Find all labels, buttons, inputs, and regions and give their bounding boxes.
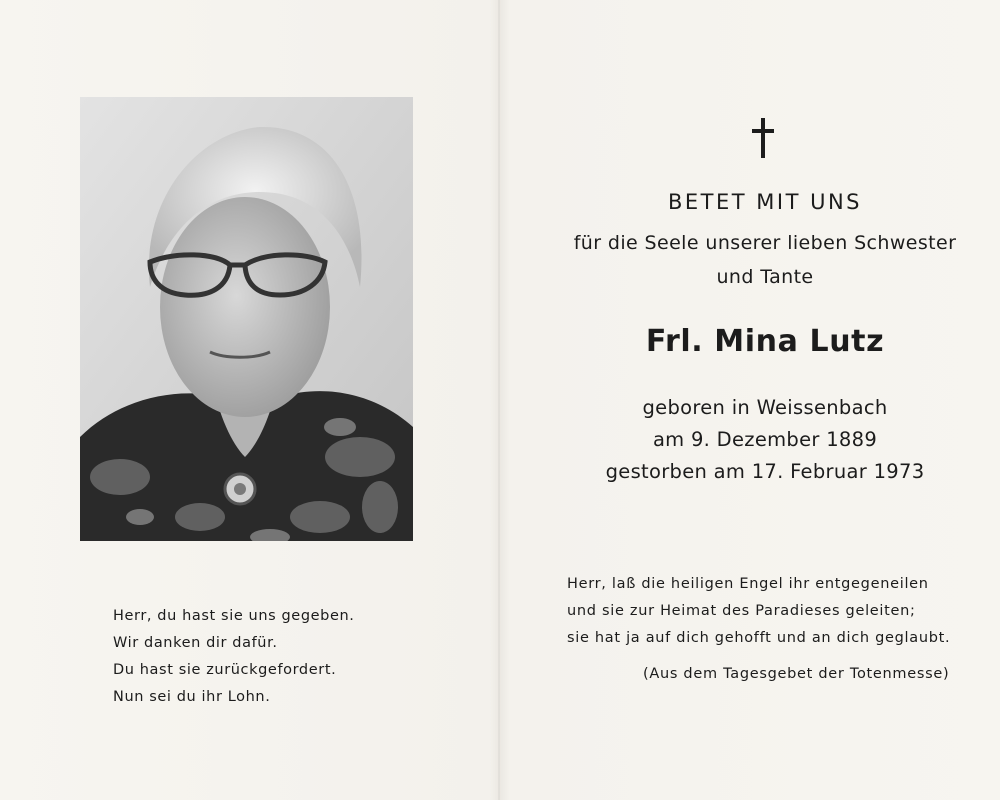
prayer-heading: BETET MIT UNS <box>668 190 862 214</box>
left-verse-line: Herr, du hast sie uns gegeben. <box>113 608 355 624</box>
birthplace: geboren in Weissenbach <box>642 396 888 419</box>
left-verse <box>113 603 354 711</box>
life-dates <box>520 392 1000 488</box>
verse-source: (Aus dem Tagesgebet der Totenmesse) <box>643 666 950 682</box>
right-verse <box>567 571 970 652</box>
card-fold <box>498 0 500 800</box>
left-verse-line: Nun sei du ihr Lohn. <box>113 689 271 705</box>
birth-date: am 9. Dezember 1889 <box>652 428 878 451</box>
dedication <box>520 226 1000 294</box>
dedication-line: für die Seele unserer lieben Schwester <box>573 232 957 254</box>
death-date: gestorben am 17. Februar 1973 <box>605 460 925 483</box>
portrait-photo <box>80 97 413 541</box>
right-verse-line: und sie zur Heimat des Paradieses geleiten; <box>567 603 916 619</box>
left-verse-line: Wir danken dir dafür. <box>113 635 278 651</box>
deceased-name: Frl. Mina Lutz <box>645 324 885 359</box>
dedication-line: und Tante <box>716 266 814 288</box>
right-verse-line: sie hat ja auf dich gehofft und an dich geglaubt. <box>567 630 951 646</box>
right-verse-line: Herr, laß die heiligen Engel ihr entgegeneilen <box>567 576 929 592</box>
cross-icon <box>748 118 778 158</box>
left-verse-line: Du hast sie zurückgefordert. <box>113 662 337 678</box>
